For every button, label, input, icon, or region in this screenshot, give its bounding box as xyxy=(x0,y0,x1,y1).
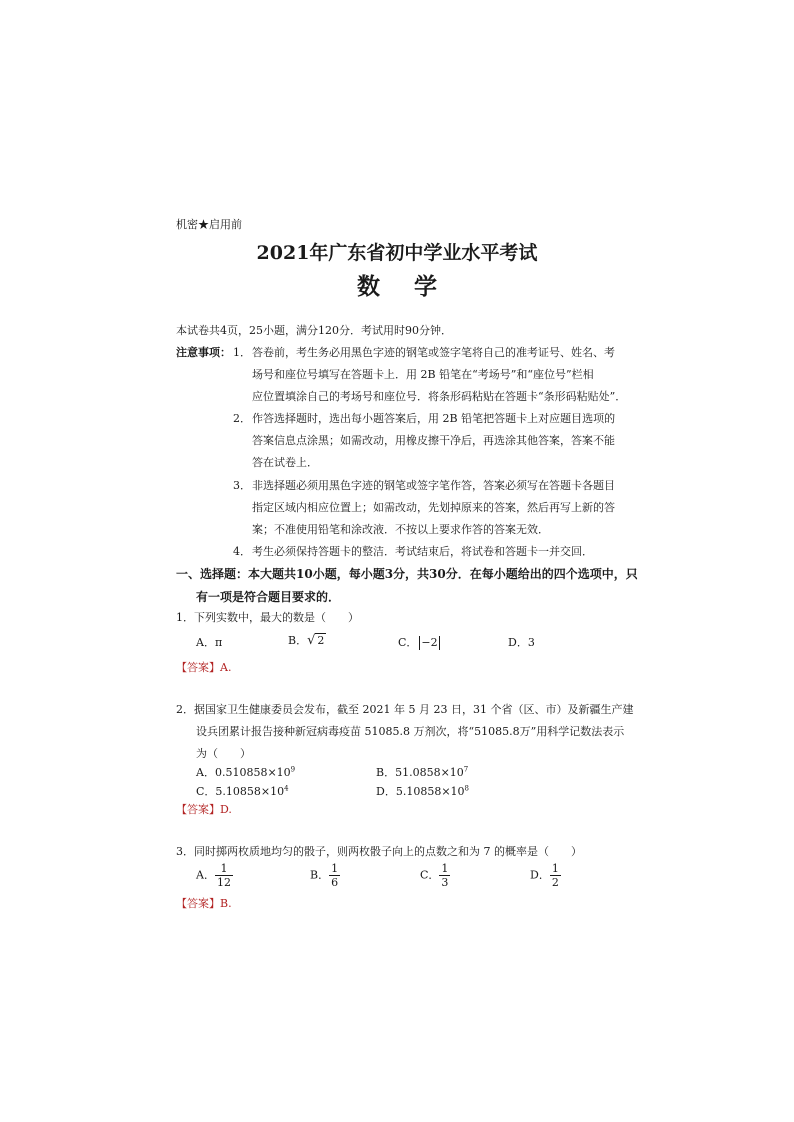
option-label: C． xyxy=(420,868,440,882)
denominator: 3 xyxy=(441,876,449,889)
absolute-value xyxy=(417,636,441,649)
q3-option-d xyxy=(530,862,561,889)
option-value: 5.10858×10 xyxy=(395,785,465,798)
option-value: 3 xyxy=(527,636,535,649)
note-line: 答案信息点涂黑；如需改动，用橡皮擦干净后，再选涂其他答案，答案不能 xyxy=(252,434,615,447)
note-line: 指定区域内相应位置上；如需改动，先划掉原来的答案，然后再写上新的答 xyxy=(252,501,615,514)
option-label: B． xyxy=(310,868,330,882)
question-2-stem-cont: 为（ ） xyxy=(196,747,251,760)
option-value: −2 xyxy=(421,636,438,649)
exponent: 8 xyxy=(464,784,469,793)
confidential-mark: 机密★启用前 xyxy=(176,218,242,231)
exam-title: 2021年广东省初中学业水平考试 xyxy=(256,242,538,264)
q2-option-d xyxy=(376,783,469,799)
exponent: 9 xyxy=(290,765,296,774)
notes-label: 注意事项： xyxy=(176,346,231,359)
q2-option-a xyxy=(196,764,295,780)
q1-option-d xyxy=(508,634,535,650)
q1-option-c xyxy=(398,634,442,650)
exam-intro: 本试卷共4页，25小题，满分120分．考试用时90分钟． xyxy=(176,324,452,337)
option-value: 2 xyxy=(317,634,325,647)
option-label: C． xyxy=(196,785,216,798)
option-label: B． xyxy=(376,766,396,779)
option-value: π xyxy=(214,636,223,649)
option-label: A． xyxy=(196,868,215,882)
answer-label: 【答案】 xyxy=(176,803,220,816)
q1-answer xyxy=(176,659,231,675)
exponent: 4 xyxy=(284,784,289,793)
fraction xyxy=(550,862,561,889)
option-label: D． xyxy=(376,785,396,798)
answer-value: D. xyxy=(220,803,232,816)
note-line: 应位置填涂自己的考场号和座位号．将条形码粘贴在答题卡“条形码粘贴处”． xyxy=(252,390,627,403)
option-value: 5.10858×10 xyxy=(215,785,285,798)
q3-option-c xyxy=(420,862,450,889)
q1-option-b xyxy=(288,632,326,648)
numerator: 1 xyxy=(551,862,559,875)
answer-label: 【答案】 xyxy=(176,897,220,910)
answer-label: 【答案】 xyxy=(176,661,220,674)
exponent: 7 xyxy=(463,765,469,774)
numerator: 1 xyxy=(441,862,449,875)
option-label: A． xyxy=(196,636,215,649)
question-2-stem-cont: 设兵团累计报告接种新冠病毒疫苗 51085.8 万剂次，将“51085.8万”用科学记数法表示 xyxy=(196,725,625,738)
note-number: 3． xyxy=(233,479,251,492)
q3-option-b xyxy=(310,862,340,889)
note-line: 答卷前，考生务必用黑色字迹的钢笔或签字笔将自己的准考证号、姓名、考 xyxy=(252,346,615,359)
denominator: 2 xyxy=(551,876,559,889)
denominator: 12 xyxy=(216,876,231,889)
fraction xyxy=(215,862,233,889)
q3-option-a xyxy=(196,862,233,889)
answer-value: A. xyxy=(220,661,232,674)
option-label: C． xyxy=(398,636,418,649)
section-heading: 一、选择题：本大题共10小题，每小题3分，共30分．在每小题给出的四个选项中，只 xyxy=(176,567,638,581)
option-label: D． xyxy=(530,868,550,882)
q2-option-b xyxy=(376,764,468,780)
note-number: 4． xyxy=(233,545,251,558)
option-label: B． xyxy=(288,634,308,647)
numerator: 1 xyxy=(215,862,233,876)
note-number: 2． xyxy=(233,412,251,425)
section-heading-cont: 有一项是符合题目要求的． xyxy=(196,590,341,604)
answer-value: B. xyxy=(220,897,232,910)
question-1-stem: 1．下列实数中，最大的数是（ ） xyxy=(176,611,359,624)
sqrt-icon: √ xyxy=(307,633,316,648)
fraction xyxy=(329,862,340,889)
question-3-stem: 3．同时掷两枚质地均匀的骰子，则两枚骰子向上的点数之和为 7 的概率是（ ） xyxy=(176,845,582,858)
abs-bar-right xyxy=(439,636,440,650)
option-label: D． xyxy=(508,636,528,649)
fraction xyxy=(439,862,450,889)
q3-answer xyxy=(176,895,232,911)
note-line: 作答选择题时，选出每小题答案后，用 2B 铅笔把答题卡上对应题目选项的 xyxy=(252,412,616,425)
question-2-stem: 2．据国家卫生健康委员会发布，截至 2021 年 5 月 23 日，31 个省（区、市）及新疆生产建 xyxy=(176,703,634,716)
note-line: 场号和座位号填写在答题卡上．用 2B 铅笔在“考场号”和“座位号”栏相 xyxy=(252,368,594,381)
numerator: 1 xyxy=(331,862,339,875)
note-number: 1． xyxy=(233,346,251,359)
q1-option-a xyxy=(196,634,222,650)
subject-title: 数学 xyxy=(357,273,471,300)
note-line: 考生必须保持答题卡的整洁．考试结束后，将试卷和答题卡一并交回． xyxy=(252,545,593,558)
q2-answer xyxy=(176,801,232,817)
note-line: 非选择题必须用黑色字迹的钢笔或签字笔作答，答案必须写在答题卡各题目 xyxy=(252,479,615,492)
option-label: A． xyxy=(196,766,215,779)
denominator: 6 xyxy=(331,876,339,889)
option-value: 0.510858×10 xyxy=(214,766,291,779)
note-line: 答在试卷上． xyxy=(252,456,318,469)
note-line: 案；不准使用铅笔和涂改液．不按以上要求作答的答案无效． xyxy=(252,523,549,536)
q2-option-c xyxy=(196,783,289,799)
option-value: 51.0858×10 xyxy=(395,766,464,779)
